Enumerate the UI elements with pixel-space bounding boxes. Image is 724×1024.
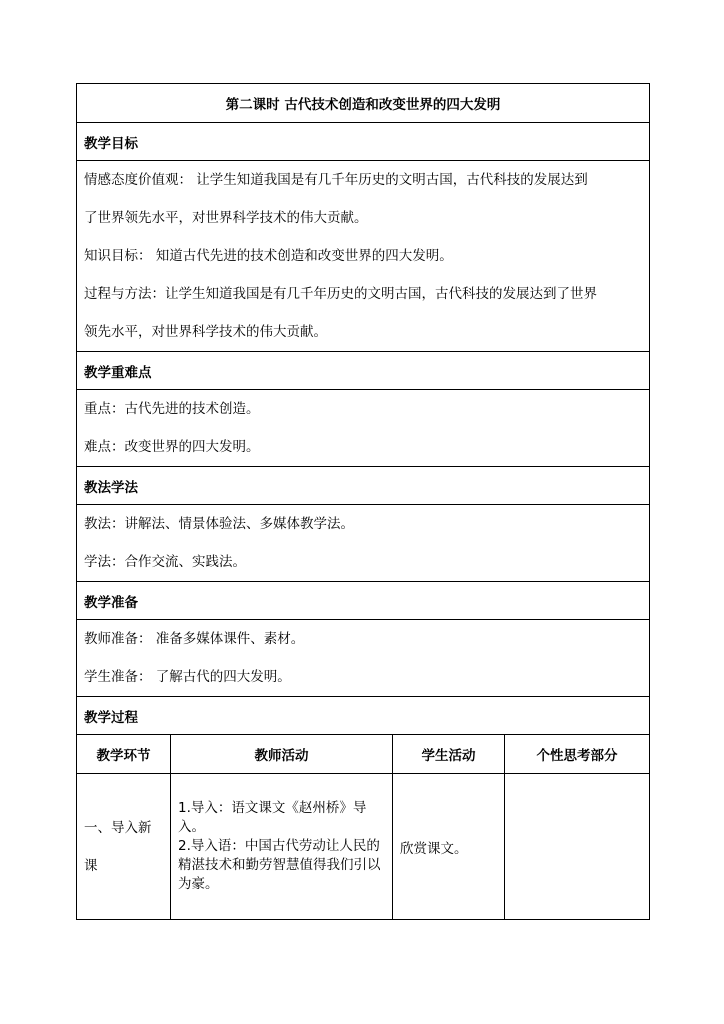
table-row [77, 774, 650, 920]
methods-heading: 教法学法 [77, 467, 650, 505]
method-line: 教法：讲解法、情景体验法、多媒体教学法。 [84, 516, 354, 532]
teacher-activity-item: 1.导入：语文课文《赵州桥》导入。 [178, 800, 367, 835]
keypoints-content [77, 390, 650, 467]
lesson-plan-table [76, 83, 650, 920]
stage-text-line: 课 [84, 857, 98, 874]
objective-line: 领先水平，对世界科学技术的伟大贡献。 [84, 324, 327, 340]
method-line: 学法：合作交流、实践法。 [84, 554, 246, 570]
objective-line: 情感态度价值观： 让学生知道我国是有几千年历史的文明古国，古代科技的发展达到 [84, 172, 588, 188]
column-header-reflection: 个性思考部分 [505, 735, 650, 774]
preparation-content-row [77, 620, 650, 697]
column-header-teacher: 教师活动 [171, 735, 393, 774]
teacher-activity-item: 2.导入语：中国古代劳动让人民的精湛技术和勤劳智慧值得我们引以为豪。 [178, 838, 381, 892]
methods-heading-row [77, 467, 650, 505]
objectives-heading: 教学目标 [77, 123, 650, 161]
preparation-line: 学生准备： 了解古代的四大发明。 [84, 669, 291, 685]
reflection-cell [505, 774, 650, 920]
process-column-header-row [77, 735, 650, 774]
objectives-content-row [77, 161, 650, 352]
stage-cell [77, 774, 171, 920]
student-activity-cell: 欣赏课文。 [393, 774, 505, 920]
objective-line: 了世界领先水平，对世界科学技术的伟大贡献。 [84, 210, 368, 226]
process-heading-row [77, 697, 650, 735]
keypoints-content-row [77, 390, 650, 467]
preparation-heading: 教学准备 [77, 582, 650, 620]
keypoint-line: 难点：改变世界的四大发明。 [84, 439, 260, 455]
column-header-stage: 教学环节 [77, 735, 171, 774]
objective-line: 知识目标： 知道古代先进的技术创造和改变世界的四大发明。 [84, 248, 453, 264]
keypoint-line: 重点：古代先进的技术创造。 [84, 401, 260, 417]
objective-line: 过程与方法：让学生知道我国是有几千年历史的文明古国，古代科技的发展达到了世界 [84, 286, 597, 302]
process-heading: 教学过程 [77, 697, 650, 735]
objectives-content [77, 161, 650, 352]
preparation-content [77, 620, 650, 697]
preparation-heading-row [77, 582, 650, 620]
objectives-heading-row [77, 123, 650, 161]
lesson-title: 第二课时 古代技术创造和改变世界的四大发明 [77, 84, 650, 123]
methods-content-row [77, 505, 650, 582]
teacher-activity-cell [171, 774, 393, 920]
keypoints-heading: 教学重难点 [77, 352, 650, 390]
methods-content [77, 505, 650, 582]
title-row [77, 84, 650, 123]
keypoints-heading-row [77, 352, 650, 390]
stage-text-line: 一、导入新 [84, 819, 152, 836]
preparation-line: 教师准备： 准备多媒体课件、素材。 [84, 631, 305, 647]
column-header-student: 学生活动 [393, 735, 505, 774]
